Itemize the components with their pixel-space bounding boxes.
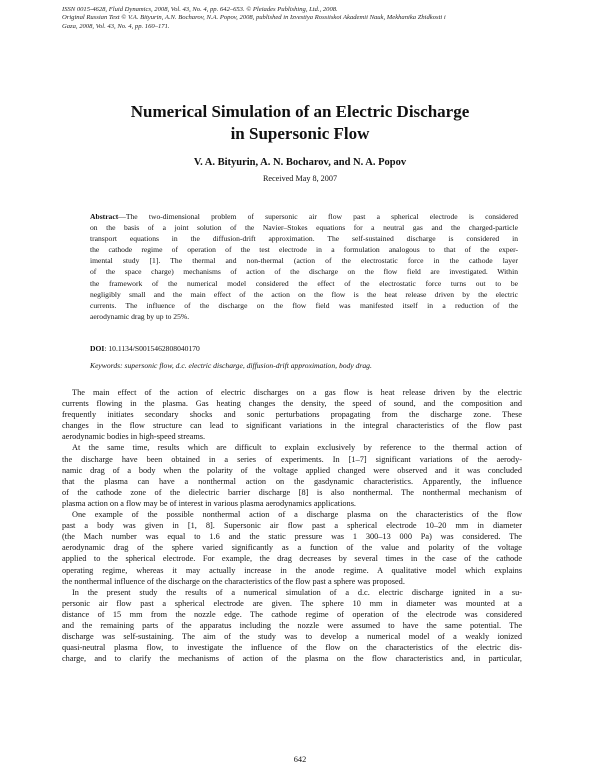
body-line: aerodynamic drag of the sphere varied significantly as a function of the value and polarity of the voltage xyxy=(62,543,522,553)
body-line: applied to the spherical electrode. For example, the drag decreases by several times in the case of the cathode xyxy=(62,554,522,564)
journal-header xyxy=(62,6,542,31)
body-line: of the cathode zone of the dielectric barrier discharge [8] is also nonthermal. The nonthermal mechanism of xyxy=(62,487,522,497)
keywords-value: : supersonic flow, d.c. electric discharge, diffusion-drift approximation, body drag. xyxy=(120,361,372,370)
body-line: personic air flow past a spherical electrode are given. The sphere 10 mm in diameter was mounted at a xyxy=(62,598,522,608)
abstract-line: aerodynamic drag by up to 25%. xyxy=(90,311,190,321)
doi-value[interactable]: : 10.1134/S0015462808040170 xyxy=(104,344,200,353)
doi xyxy=(90,344,200,353)
abstract-line: Abstract—The two-dimensional problem of supersonic air flow past a spherical electrode is considered xyxy=(90,212,518,221)
body-line: quasi-neutral plasma flow, to investigate the influence of the flow on the characteristics of the electric dis- xyxy=(62,643,522,653)
doi-label: DOI xyxy=(90,344,105,353)
abstract xyxy=(90,211,518,322)
paper-title xyxy=(0,101,600,145)
body-line: that the plasma can have a nonthermal action on the gasdynamic characteristics. Apparently, the influence xyxy=(62,476,522,486)
abstract-line: of the space charge) mechanisms of action of the discharge on the flow field are investigated. Within xyxy=(90,267,518,277)
received-date: Received May 8, 2007 xyxy=(262,174,338,183)
body-line: distance of 15 mm from the nozzle edge. The cathode regime of operation of the electrode was considered xyxy=(62,609,522,619)
body-line: the nonthermal influence of the discharge on the characteristics of the flow past a sphere was proposed. xyxy=(62,576,405,586)
paragraph xyxy=(62,387,522,442)
body-line: the discharge have been obtained in a series of experiments. In [1–7] significant variations of the aerody- xyxy=(62,454,522,464)
body-line: discharge was self-sustaining. The aim of the study was to develop a numerical model of a weakly ionized xyxy=(62,632,522,642)
paragraph xyxy=(62,442,522,509)
body-line: and the remaining parts of the apparatus including the nozzle were assumed to have the same potential. The xyxy=(62,620,522,630)
body-line: (the Mach number was equal to 1.6 and the static pressure was 1 300–13 000 Pa) was considered. The xyxy=(62,532,522,542)
body-line: charge, and to clarify the mechanisms of action of the plasma on the flow characteristics and, in particular, xyxy=(62,654,522,664)
abstract-line: on the basis of a joint solution of the Navier–Stokes equations for a neutral gas and the charged-particle xyxy=(90,223,518,233)
paragraph xyxy=(62,587,522,665)
header-line: ISSN 0015-4628, Fluid Dynamics, 2008, Vol. 43, No. 4, pp. 642–653. © Pleiades Publishing, Ltd., 2008. xyxy=(62,6,338,13)
body-line: changes in the flow structure can lead to significant variations in the integral characteristics of the flow past xyxy=(62,421,522,431)
body-line: plasma action on a flow may be of interest in various plasma aerodynamics applications. xyxy=(62,498,356,508)
title-line: in Supersonic Flow xyxy=(230,124,370,143)
header-line: Gaza, 2008, Vol. 43, No. 4, pp. 160–171. xyxy=(62,22,170,30)
abstract-line: transport equations in the diffusion-drift approximation. The self-sustained discharge is considered in xyxy=(90,234,518,244)
abstract-line: the cathode regime of operation of the test electrode in a formulation analogous to that of the exper- xyxy=(90,245,518,255)
abstract-line: negligibly small and the main effect of the action on the flow is the heat release driven by the electric xyxy=(90,289,518,299)
body-line: frequently initiates secondary shocks and sonic perturbations propagating from the discharge zone. These xyxy=(62,410,522,420)
keywords xyxy=(90,361,372,370)
page-number: 642 xyxy=(293,755,307,764)
body-line: The main effect of the action of electric discharges on a gas flow is heat release driven by the electric xyxy=(72,388,522,397)
title-line: Numerical Simulation of an Electric Discharge xyxy=(130,102,470,121)
body-line: currents flowing in the plasma. Gas heating changes the density, the speed of sound, and the composition and xyxy=(62,399,522,409)
body-line: aerodynamic bodies in high-speed streams. xyxy=(62,432,206,442)
paragraph xyxy=(62,509,522,587)
abstract-line: currents. The influence of the discharge on the flow field was manifested itself in a reduction of the xyxy=(90,300,518,310)
authors: V. A. Bityurin, A. N. Bocharov, and N. A. Popov xyxy=(193,157,407,168)
keywords-label: Keywords xyxy=(90,361,121,370)
abstract-label: Abstract xyxy=(90,212,119,221)
abstract-line: imental study [1]. The thermal and non-thermal (action of the electrostatic force in the cathode layer xyxy=(90,256,518,266)
header-line: Original Russian Text © V.A. Bityurin, A.N. Bocharov, N.A. Popov, 2008, published in Izvestiya Rossiiskoi Akademii Nauk, Mekhanika Zhidkosti i xyxy=(62,14,446,22)
body-line: past a body was given in [1, 8]. Supersonic air flow past a spherical electrode 10–20 mm in diameter xyxy=(62,521,522,531)
body-line: At the same time, results which are difficult to explain exclusively by reference to the thermal action of xyxy=(72,443,522,453)
body-line: operating regime, whereas it may actually increase in the anode regime. A qualitative model which explains xyxy=(62,565,522,575)
body-line: namic drag of a body when the polarity of the voltage applied changed were observed and it was concluded xyxy=(62,465,522,475)
body-line: In the present study the results of a numerical simulation of a d.c. electric discharge ignited in a su- xyxy=(72,587,522,597)
abstract-line: the framework of the numerical model considered the effect of the electrostatic force turns out to be xyxy=(90,278,518,288)
body-text xyxy=(62,387,522,664)
body-line: One example of the possible nonthermal action of a discharge plasma on the characteristics of the flow xyxy=(72,510,522,520)
